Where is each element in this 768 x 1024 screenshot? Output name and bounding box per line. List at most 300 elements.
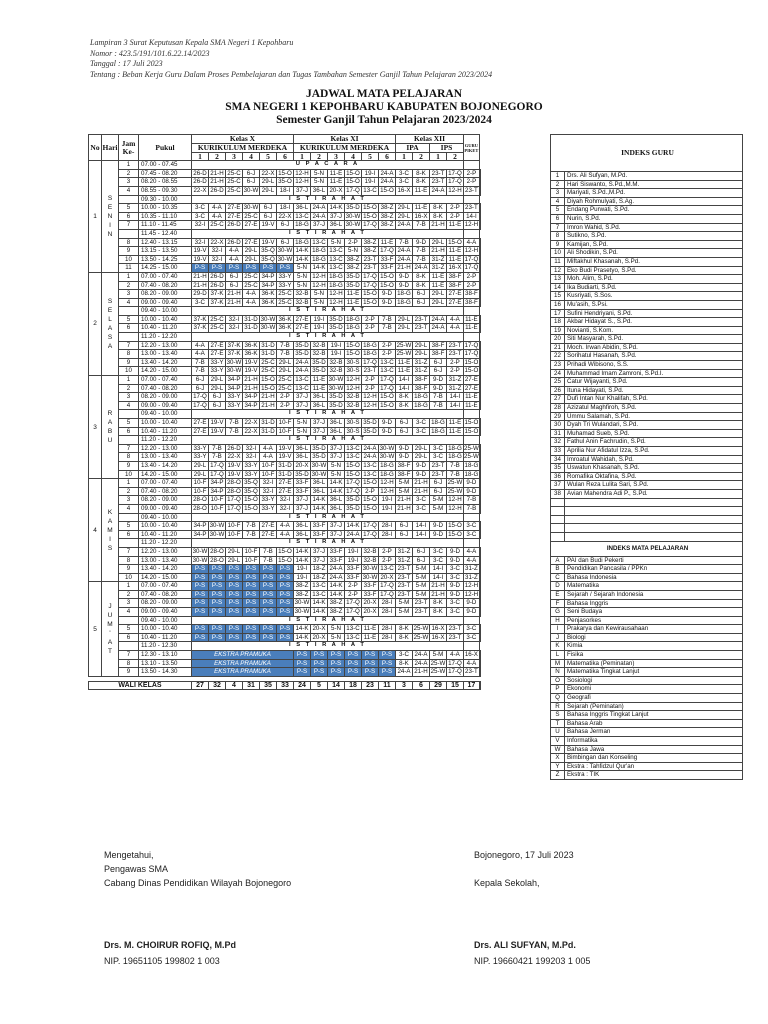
- mapel-code: W: [551, 745, 565, 754]
- mapel-row: [551, 685, 743, 694]
- lesson-cell: 4-A: [464, 659, 480, 668]
- lesson-cell: 33-Y: [244, 470, 258, 478]
- jam-ke: 4: [119, 298, 139, 307]
- wali-kelas-value: 6: [413, 681, 430, 690]
- lesson-cell: 25-W: [447, 479, 463, 487]
- lesson-cell: 6-J: [430, 479, 447, 488]
- ps-cell: P-S: [260, 565, 277, 574]
- lesson-cell: 19-I: [362, 169, 379, 178]
- lesson-cell: 3-C: [447, 608, 464, 617]
- lesson-cell: 25-W: [430, 659, 446, 667]
- lesson-cell: 2-P: [464, 272, 480, 281]
- time-slot: 09.30 - 10.00: [139, 195, 192, 204]
- ps-cell: P-S: [294, 668, 311, 677]
- lesson-cell: 30-S: [346, 358, 360, 366]
- lesson-cell: 15-O: [346, 350, 360, 358]
- guru-name: Imroatul Wahidah, S.Pd.: [565, 455, 743, 464]
- ps-cell: P-S: [362, 659, 379, 668]
- lesson-cell: 22-X: [193, 186, 207, 194]
- time-slot: 11.20 - 12.20: [139, 436, 192, 445]
- schedule-row: [89, 186, 481, 195]
- lesson-cell: 14-K: [295, 255, 309, 263]
- lesson-cell: 33-Y: [278, 272, 292, 280]
- lesson-cell: 25-W: [464, 444, 479, 452]
- lesson-cell: 15-O: [346, 178, 360, 186]
- ps-cell: P-S: [192, 633, 209, 642]
- mapel-name: Matematika: [565, 582, 743, 591]
- lesson-cell: 18-G: [414, 393, 428, 401]
- lesson-cell: 3-C: [464, 522, 480, 531]
- piket-cell: [479, 573, 480, 582]
- lesson-cell: 14-I: [396, 376, 413, 385]
- lesson-cell: 5-N: [294, 281, 311, 290]
- lesson-cell: 13-C: [363, 470, 377, 478]
- lesson-cell: 24-A: [380, 178, 394, 186]
- lesson-cell: 24-A: [397, 668, 411, 676]
- ps-cell: P-S: [277, 633, 294, 642]
- lesson-cell: 12-H: [346, 384, 360, 392]
- guru-row: [551, 214, 743, 223]
- piket-cell: [479, 384, 480, 393]
- lesson-cell: 9-D: [379, 419, 396, 428]
- lesson-cell: 14-K: [329, 487, 343, 495]
- lesson-cell: 27-E: [464, 384, 478, 392]
- lesson-cell: 6-J: [413, 290, 430, 299]
- ps-cell: P-S: [362, 668, 379, 677]
- piket-cell: [479, 556, 480, 565]
- guru-number: 35: [551, 464, 565, 473]
- guru-name: Dufi Intan Nur Khalifah, S.Pd.: [565, 395, 743, 404]
- lesson-cell: 2-P: [345, 582, 362, 591]
- jam-ke: 10: [119, 255, 139, 264]
- guru-number: 24: [551, 369, 565, 378]
- lesson-cell: 36-L: [294, 453, 311, 462]
- istirahat-row: I S T I R A H A T: [192, 616, 464, 625]
- schedule-row: [89, 204, 481, 213]
- lesson-cell: 2-P: [362, 384, 379, 393]
- time-slot: 12.40 - 13.15: [139, 238, 192, 247]
- lesson-cell: 22-X: [210, 238, 224, 246]
- lesson-cell: 11-E: [345, 290, 362, 299]
- lesson-cell: 23-T: [447, 633, 464, 642]
- jam-ke: 1: [119, 582, 139, 591]
- ps-cell: P-S: [243, 633, 260, 642]
- guru-row: [551, 447, 743, 456]
- signature-right-name: [474, 938, 590, 968]
- lesson-cell: 13-C: [346, 625, 360, 633]
- day-number: 1: [89, 161, 102, 273]
- piket-cell: [479, 255, 480, 264]
- lesson-cell: 12-H: [448, 504, 462, 512]
- schedule-row: [89, 470, 481, 479]
- day-name: S E L A S A: [102, 272, 119, 375]
- header-line-4: Tentang : Beban Kerja Guru Dalam Proses Pembelajaran dan Tugas Tambahan Semester Ganjil Tahun Pelajaran 2023/2024: [90, 69, 493, 79]
- ps-cell: P-S: [260, 633, 277, 642]
- schedule-row: [89, 487, 481, 496]
- guru-row: [551, 326, 743, 335]
- lesson-cell: 25-C: [227, 186, 241, 194]
- lesson-cell: 29-L: [192, 461, 209, 470]
- ps-cell: P-S: [379, 668, 396, 677]
- lesson-cell: 15-O: [380, 281, 394, 289]
- lesson-cell: 24-A: [346, 530, 360, 538]
- lesson-cell: 20-X: [295, 461, 309, 469]
- lesson-cell: 5-N: [294, 427, 311, 436]
- ps-cell: P-S: [226, 264, 243, 273]
- lesson-cell: 24-A: [431, 324, 445, 332]
- lesson-cell: 6-J: [260, 212, 277, 221]
- lesson-cell: 3-C: [430, 453, 447, 462]
- piket-cell: [479, 186, 480, 195]
- lesson-cell: 29-L: [209, 376, 226, 385]
- lesson-cell: 5-M: [413, 590, 430, 599]
- lesson-cell: 5-M: [430, 496, 447, 505]
- lesson-cell: 29-L: [226, 547, 243, 556]
- lesson-cell: 2-P: [277, 393, 294, 402]
- lesson-cell: 2-P: [345, 238, 362, 247]
- schedule-row: [89, 272, 481, 281]
- guru-number: 30: [551, 421, 565, 430]
- lesson-cell: 5-M: [430, 504, 447, 513]
- lesson-cell: 3-C: [447, 599, 464, 608]
- lesson-cell: 19-V: [193, 255, 207, 263]
- lesson-cell: 32-I: [243, 453, 260, 462]
- lesson-cell: 33-Y: [193, 453, 207, 461]
- lesson-cell: 14-K: [329, 582, 343, 590]
- lesson-cell: 28-I: [379, 633, 396, 642]
- ps-cell: P-S: [209, 573, 226, 582]
- lesson-cell: 3-C: [192, 204, 209, 213]
- lesson-cell: 35-D: [346, 496, 360, 504]
- guru-row: [551, 369, 743, 378]
- lesson-cell: 25-C: [210, 324, 224, 332]
- lesson-cell: 6-J: [209, 393, 226, 402]
- lesson-cell: 12-H: [448, 186, 462, 194]
- lesson-cell: 36-L: [294, 204, 311, 213]
- lesson-cell: 31-Z: [430, 264, 447, 273]
- lesson-cell: 31-D: [278, 470, 292, 478]
- class-number: 5: [260, 152, 277, 161]
- lesson-cell: 33-Y: [261, 496, 275, 504]
- time-slot: 13.00 - 13.40: [139, 453, 192, 462]
- ps-cell: P-S: [192, 573, 209, 582]
- lesson-cell: 3-C: [464, 633, 480, 642]
- lesson-cell: 37-J: [294, 401, 311, 410]
- lesson-cell: 27-E: [448, 298, 462, 306]
- guru-name: Aprilia Nur Afidatul Izza, S.Pd.: [565, 447, 743, 456]
- schedule-row: [89, 513, 481, 522]
- blank-cell: [551, 507, 565, 516]
- lesson-cell: 6-J: [226, 281, 243, 290]
- blank-cell: [565, 515, 743, 524]
- blank-row: [551, 524, 743, 533]
- time-slot: 10.40 - 11.20: [139, 530, 192, 539]
- guru-number: 29: [551, 412, 565, 421]
- title-semester: Semester Ganjil Tahun Pelajaran 2023/2024: [276, 114, 492, 126]
- lesson-cell: 29-L: [243, 247, 260, 256]
- blank-row: [551, 532, 743, 541]
- lesson-cell: 18-Z: [311, 565, 328, 574]
- schedule-row: [89, 264, 481, 273]
- title-main: JADWAL MATA PELAJARAN: [305, 88, 463, 100]
- piket-cell: [479, 461, 480, 470]
- index-table: [550, 134, 743, 780]
- lesson-cell: 38-Z: [345, 255, 362, 264]
- lesson-cell: 6-J: [396, 419, 413, 428]
- schedule-row: [89, 565, 481, 574]
- lesson-cell: 13-C: [329, 247, 343, 255]
- schedule-row: [89, 530, 481, 539]
- mapel-code: P: [551, 685, 565, 694]
- mapel-name: Kimia: [565, 642, 743, 651]
- mapel-row: [551, 625, 743, 634]
- lesson-cell: 14-K: [295, 247, 309, 255]
- lesson-cell: 30-W: [277, 255, 293, 263]
- lesson-cell: 10-F: [226, 530, 243, 539]
- guru-number: 26: [551, 386, 565, 395]
- lesson-cell: 17-Q: [448, 659, 462, 667]
- lesson-cell: 15-O: [448, 522, 462, 530]
- guru-name: Sorihatul Hasanah, S.Pd.: [565, 352, 743, 361]
- ps-cell: P-S: [226, 565, 243, 574]
- ps-cell: P-S: [243, 625, 260, 634]
- lesson-cell: 14-K: [312, 599, 326, 607]
- lesson-cell: 7-B: [464, 496, 480, 505]
- ps-cell: P-S: [192, 608, 209, 617]
- guru-number: 5: [551, 206, 565, 215]
- mapel-row: [551, 633, 743, 642]
- jam-ke: 2: [119, 487, 139, 496]
- guru-number: 23: [551, 361, 565, 370]
- lesson-cell: 31-Z: [465, 573, 478, 581]
- lesson-cell: 24-A: [414, 264, 428, 272]
- day-number: 3: [89, 376, 102, 479]
- lesson-cell: 22-X: [244, 419, 258, 426]
- lesson-cell: 24-A: [312, 204, 326, 212]
- lesson-cell: 2-P: [464, 178, 480, 187]
- lesson-cell: 33-Y: [244, 461, 258, 469]
- lesson-cell: 15-O: [363, 496, 377, 504]
- wali-kelas-value: 31: [243, 681, 260, 690]
- lesson-cell: 36-L: [311, 479, 328, 488]
- lesson-cell: 24-A: [329, 573, 343, 581]
- lesson-cell: 27-E: [227, 204, 241, 212]
- lesson-cell: 5-M: [396, 599, 413, 608]
- lesson-cell: 9-D: [379, 298, 396, 307]
- jam-ke: 5: [119, 522, 139, 531]
- mapel-code: E: [551, 590, 565, 599]
- ps-cell: P-S: [226, 573, 243, 582]
- lesson-cell: 35-D: [346, 504, 360, 512]
- piket-cell: [479, 565, 480, 574]
- guru-number: 7: [551, 223, 565, 232]
- mapel-row: [551, 711, 743, 720]
- lesson-cell: 9-D: [430, 376, 447, 385]
- lesson-cell: 30-W: [243, 204, 259, 212]
- jam-ke: [119, 616, 139, 625]
- sig-left-line1: Mengetahui,: [104, 850, 154, 860]
- lesson-cell: 5-M: [430, 651, 447, 660]
- lesson-cell: 19-I: [362, 178, 379, 187]
- lesson-cell: 37-J: [311, 221, 328, 230]
- lesson-cell: 26-D: [193, 169, 207, 177]
- mapel-title-row: [551, 541, 743, 556]
- guru-number: 11: [551, 257, 565, 266]
- lesson-cell: 13-C: [295, 212, 309, 220]
- jam-ke: 4: [119, 608, 139, 617]
- lesson-cell: 2-P: [464, 169, 480, 178]
- piket-cell: [479, 341, 480, 350]
- lesson-cell: 32-I: [277, 496, 294, 505]
- lesson-cell: 18-G: [346, 324, 360, 332]
- lesson-cell: 29-L: [226, 556, 243, 565]
- lesson-cell: 16-X: [464, 651, 478, 659]
- lesson-cell: 9-D: [413, 238, 430, 247]
- time-slot: 14.20 - 15.00: [139, 573, 192, 582]
- lesson-cell: 26-D: [210, 272, 224, 280]
- lesson-cell: 17-Q: [380, 384, 394, 392]
- lesson-cell: 18-G: [397, 290, 411, 298]
- lesson-cell: 2-P: [464, 281, 480, 290]
- lesson-cell: 15-O: [464, 419, 479, 426]
- guru-number: 3: [551, 189, 565, 198]
- jam-ke: 8: [119, 350, 139, 359]
- jam-ke: 10: [119, 573, 139, 582]
- guru-name: Moch. Irwan Abidin, S.Pd.: [565, 343, 743, 352]
- lesson-cell: 30-W: [379, 453, 395, 461]
- lesson-cell: 30-S: [346, 367, 360, 375]
- lesson-cell: 7-B: [396, 238, 413, 247]
- time-slot: 13.40 - 14.20: [139, 358, 192, 367]
- lesson-cell: 37-J: [328, 530, 345, 539]
- schedule-row: [89, 384, 481, 393]
- lesson-cell: 2-P: [447, 358, 464, 367]
- lesson-cell: 6-J: [209, 401, 226, 410]
- lesson-cell: 17-Q: [193, 401, 207, 409]
- lesson-cell: 17-Q: [380, 247, 394, 255]
- time-slot: 08.20 - 09.00: [139, 496, 192, 505]
- lesson-cell: 37-J: [311, 419, 328, 428]
- piket-cell: [479, 298, 480, 307]
- mapel-row: [551, 728, 743, 737]
- ps-cell: P-S: [260, 625, 277, 634]
- lesson-cell: 13-C: [295, 384, 309, 392]
- lesson-cell: 8-K: [396, 625, 413, 634]
- lesson-cell: 36-L: [311, 393, 328, 402]
- jam-ke: 5: [119, 315, 139, 324]
- mapel-code: D: [551, 582, 565, 591]
- mapel-name: Penjasorkes: [565, 616, 743, 625]
- piket-cell: [464, 161, 480, 170]
- lesson-cell: 14-I: [447, 393, 464, 402]
- lesson-cell: 12-H: [380, 487, 394, 495]
- lesson-cell: 23-T: [396, 590, 413, 599]
- lesson-cell: 19-I: [328, 350, 345, 359]
- ps-cell: P-S: [345, 651, 362, 660]
- header-kelas-xi: Kelas XI: [294, 135, 396, 144]
- lesson-cell: 4-A: [464, 556, 480, 565]
- guru-number: 25: [551, 378, 565, 387]
- jam-ke: 5: [119, 419, 139, 428]
- piket-cell: [479, 427, 480, 436]
- schedule-row: [89, 229, 481, 238]
- lesson-cell: 24-A: [414, 659, 428, 667]
- lesson-cell: 28-O: [210, 547, 224, 555]
- lesson-cell: 7-B: [243, 522, 260, 531]
- lesson-cell: 31-Z: [447, 384, 464, 393]
- time-slot: 07.00 - 07.40: [139, 479, 192, 488]
- guru-name: Novianti, S.Kom.: [565, 326, 743, 335]
- lesson-cell: 29-L: [396, 315, 413, 324]
- lesson-cell: 7-B: [447, 470, 464, 479]
- lesson-cell: 35-D: [295, 350, 309, 358]
- lesson-cell: 7-B: [379, 324, 396, 333]
- lesson-cell: 30-W: [345, 212, 361, 220]
- mapel-code: L: [551, 651, 565, 660]
- lesson-cell: 5-N: [345, 247, 362, 256]
- lesson-cell: 31-D: [244, 315, 258, 323]
- lesson-cell: 20-X: [312, 625, 326, 633]
- istirahat-row: I S T I R A H A T: [192, 195, 464, 204]
- lesson-cell: 10-F: [260, 470, 277, 479]
- lesson-cell: 2-P: [362, 324, 379, 333]
- lesson-cell: 32-I: [209, 247, 226, 256]
- jam-ke: 8: [119, 453, 139, 462]
- schedule-row: [89, 341, 481, 350]
- time-slot: 10.00 - 10.40: [139, 522, 192, 531]
- lesson-cell: 14-I: [447, 401, 464, 410]
- lesson-cell: 3-C: [464, 625, 480, 634]
- lesson-cell: 13-C: [380, 358, 394, 366]
- class-number: 1: [192, 152, 209, 161]
- lesson-cell: 15-O: [346, 470, 360, 478]
- time-slot: 09.40 - 10.00: [139, 307, 192, 316]
- lesson-cell: 18-G: [464, 470, 479, 478]
- lesson-cell: 29-L: [413, 350, 430, 359]
- lesson-cell: 11-E: [430, 281, 447, 290]
- lesson-cell: 31-D: [261, 427, 275, 435]
- lesson-cell: 16-X: [397, 186, 411, 194]
- lesson-cell: 7-B: [464, 504, 480, 513]
- lesson-cell: 38-F: [430, 341, 447, 350]
- lesson-cell: 13-C: [346, 444, 360, 452]
- guru-number: 1: [551, 172, 565, 181]
- mapel-code: S: [551, 711, 565, 720]
- lesson-cell: 36-L: [294, 444, 311, 453]
- lesson-cell: 5-N: [311, 290, 328, 299]
- lesson-cell: 18-G: [464, 461, 479, 469]
- lesson-cell: 6-J: [243, 169, 260, 178]
- lesson-cell: 32-I: [226, 315, 243, 324]
- mapel-code: K: [551, 642, 565, 651]
- lesson-cell: 36-K: [261, 290, 275, 298]
- header-no: No: [89, 135, 102, 161]
- header-kurikulum-xi: KURIKULUM MERDEKA: [294, 144, 396, 153]
- lesson-cell: 23-T: [465, 668, 478, 676]
- guru-name: Fathul Anin Fachrudin, S.Pd.: [565, 438, 743, 447]
- lesson-cell: 35-D: [329, 315, 343, 323]
- time-slot: 11.20 - 12.20: [139, 333, 192, 342]
- lesson-cell: 26-D: [210, 281, 224, 289]
- piket-cell: [479, 504, 480, 513]
- guru-name: Wulan Reza Lulita Sari, S.Pd.: [565, 481, 743, 490]
- lesson-cell: 8-K: [396, 633, 413, 642]
- mapel-name: Geografi: [565, 694, 743, 703]
- guru-number: 14: [551, 283, 565, 292]
- lesson-cell: 6-J: [430, 367, 447, 376]
- lesson-cell: 30-W: [328, 384, 344, 392]
- guru-row: [551, 361, 743, 370]
